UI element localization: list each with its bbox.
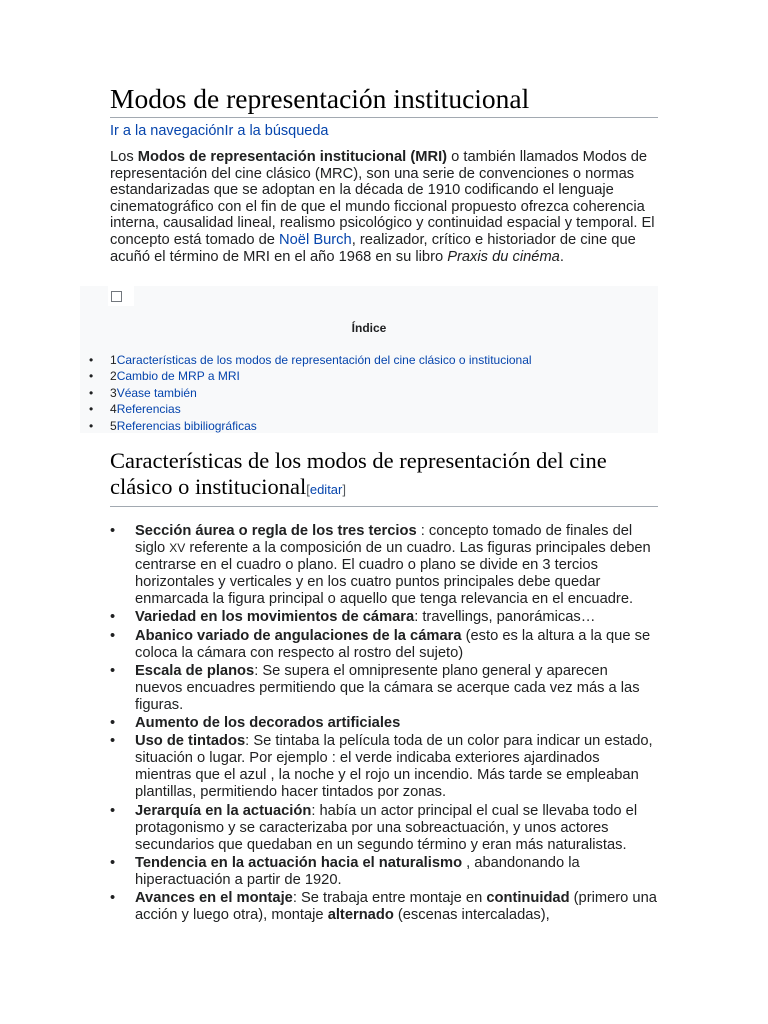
feature-text: : Se trabaja entre montaje en (292, 890, 487, 907)
toc-title: Índice (351, 321, 387, 335)
toc-link[interactable]: Véase también (116, 385, 197, 400)
toc-item[interactable] (80, 385, 532, 401)
feature-text: : Se supera el omnipresente plano general y aparecen nuevos encuadres permitiendo que la cámara se acerque cada vez más a las figuras. (135, 662, 640, 713)
jump-to-search-link[interactable]: Ir a la búsqueda (224, 123, 329, 139)
edit-section (306, 482, 346, 497)
book-title: Praxis du cinéma (447, 248, 560, 265)
feature-term: Sección áurea o regla de los tres tercios (135, 523, 417, 539)
feature-item (110, 733, 658, 801)
list-bullet: • (89, 353, 94, 367)
feature-term: alternado (327, 907, 394, 924)
feature-text: : travellings, panorámicas… (414, 609, 596, 626)
feature-term: Uso de tintados (135, 733, 246, 750)
feature-item (110, 523, 658, 608)
lead-text-2: o también llamados Modos de representación del cine clásico (MRC), son una serie de convenciones o normas estandarizadas que se adoptan en la década de 1910 codificando el lenguaje cinematográfico con el fin de que el mundo ficcional propuesto ofrezca coherencia interna, causalidad lineal, realismo psicológico y continuidad espacial y temporal. El concepto está tomado de (110, 149, 655, 248)
jump-links (110, 121, 658, 141)
lead-text-3: , realizador, crítico e historiador de cine que acuñó el término de MRI en el año 1968 en su libro (110, 231, 636, 265)
section-heading-text: Características de los modos de representación del cine clásico o institucional (110, 448, 607, 499)
toc-number: 3 (110, 385, 117, 400)
toc-toggle-checkbox[interactable] (111, 291, 122, 302)
toc-list (80, 352, 532, 434)
list-bullet: • (110, 627, 116, 644)
toc-item[interactable] (80, 352, 532, 368)
features-list (110, 523, 658, 924)
list-bullet: • (110, 609, 116, 626)
edit-section-link[interactable]: editar (309, 482, 343, 497)
feature-item (110, 890, 658, 924)
lead-text-4: . (559, 248, 564, 265)
lead-bold-term: Modos de representación institucional (MRI) (137, 149, 448, 165)
list-bullet: • (110, 855, 116, 872)
list-bullet: • (110, 715, 116, 732)
feature-item (110, 715, 658, 732)
feature-term: Abanico variado de angulaciones de la cámara (135, 627, 462, 644)
feature-text: : Se tintaba la película toda de un color para indicar un estado, situación o lugar. Por ejemplo : el verde indicaba exteriores ajardinados mientras que el azul , la noche y el rojo un incendio. Más tarde se empleaban plantillas, permitiendo hacer tintados por zonas. (135, 733, 653, 801)
feature-item (110, 628, 658, 662)
section-caracteristicas (110, 448, 658, 926)
feature-text: (primero una acción y luego otra), montaje (135, 890, 657, 924)
section-heading (110, 448, 658, 507)
jump-to-navigation-link[interactable]: Ir a la navegación (110, 123, 225, 139)
page-title: Modos de representación institucional (110, 82, 658, 118)
edit-bracket-open: [ (306, 482, 310, 497)
list-bullet: • (89, 418, 94, 433)
toc-number: 2 (110, 369, 117, 384)
list-bullet: • (110, 802, 116, 819)
list-bullet: • (110, 523, 116, 539)
lead-paragraph (110, 149, 658, 265)
feature-term: continuidad (486, 890, 570, 907)
feature-text: : había un actor principal el cual se llevaba todo el protagonismo y se caracterizaba por una sobreactuación, y unos actores secundarios que quedaban en un segundo término y eran más naturalistas. (135, 802, 638, 853)
article (110, 82, 658, 265)
feature-text: , abandonando la hiperactuación a partir de 1920. (135, 855, 580, 889)
toc-item[interactable] (80, 368, 532, 384)
feature-term: Avances en el montaje (135, 890, 293, 907)
feature-text: (escenas intercaladas), (393, 907, 550, 924)
feature-smallcaps: XV (169, 541, 186, 555)
toc-number: 5 (110, 418, 117, 433)
feature-item (110, 609, 658, 626)
feature-term: Tendencia en la actuación hacia el naturalismo (135, 855, 463, 872)
feature-item (110, 663, 658, 714)
edit-bracket-close: ] (342, 482, 346, 497)
feature-item (110, 803, 658, 854)
lead-text-1: Los (110, 149, 138, 165)
feature-text: : concepto tomado de finales del siglo (135, 523, 633, 556)
feature-term: Jerarquía en la actuación (135, 802, 312, 819)
noel-burch-link[interactable]: Noël Burch (279, 231, 352, 248)
feature-term: Escala de planos (135, 662, 255, 679)
toc-number: 1 (110, 353, 117, 367)
feature-text: (esto es la altura a la que se coloca la cámara con respecto al rostro del sujeto) (135, 627, 651, 661)
toc-number: 4 (110, 402, 117, 417)
feature-text: referente a la composición de un cuadro. Las figuras principales deben centrarse en el cuadro o plano. El cuadro o plano se divide en 3 tercios horizontales y verticales y en los cuatro puntos principales debe quedar enmarcada la figura principal o aquello que tenga relevancia en el encuadre. (135, 540, 651, 607)
list-bullet: • (89, 402, 94, 417)
toc-item[interactable] (80, 418, 532, 434)
toc-link[interactable]: Referencias bibiliográficas (116, 418, 257, 433)
toc-link[interactable]: Referencias (116, 402, 181, 417)
list-bullet: • (110, 733, 116, 750)
toc-item[interactable] (80, 401, 532, 417)
list-bullet: • (110, 890, 116, 907)
toc-link[interactable]: Cambio de MRP a MRI (116, 369, 240, 384)
toc-link[interactable]: Características de los modos de representación del cine clásico o institucional (116, 353, 532, 367)
feature-item (110, 855, 658, 889)
feature-term: Aumento de los decorados artificiales (135, 715, 401, 732)
list-bullet: • (89, 385, 94, 400)
feature-term: Variedad en los movimientos de cámara (135, 609, 415, 626)
list-bullet: • (89, 369, 94, 384)
list-bullet: • (110, 662, 116, 679)
table-of-contents (80, 286, 658, 433)
